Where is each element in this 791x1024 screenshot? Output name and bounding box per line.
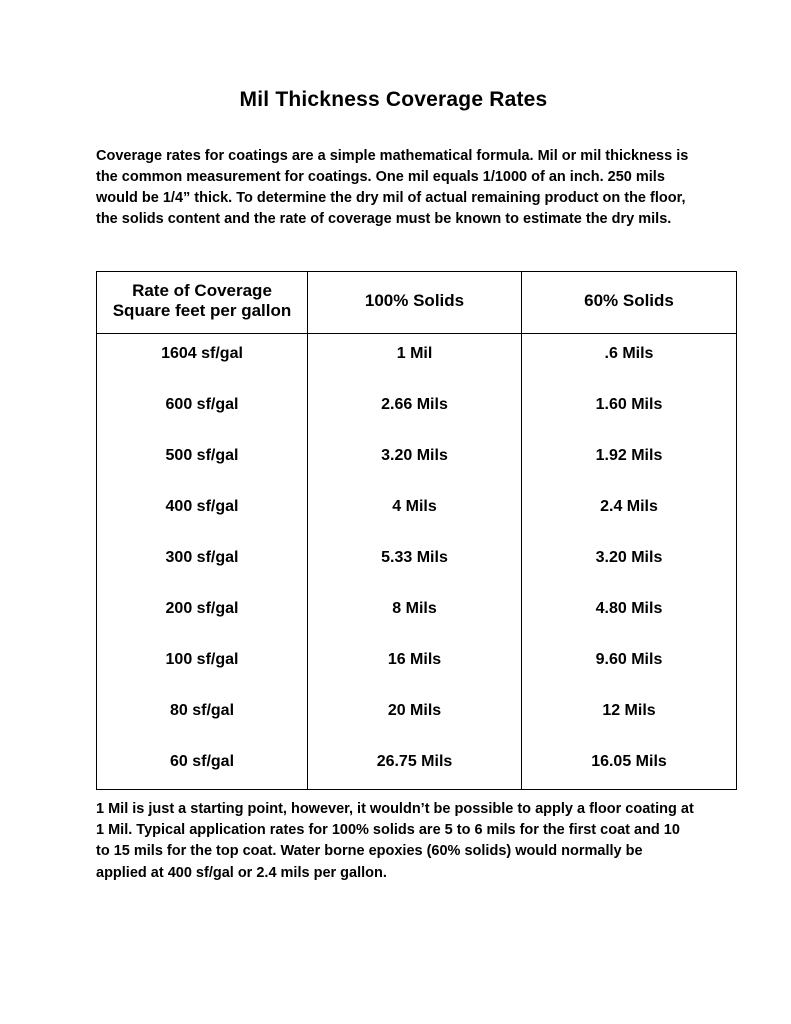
cell-60-solids: 1.92 Mils — [522, 430, 737, 481]
cell-100-solids: 20 Mils — [308, 685, 522, 736]
cell-rate: 100 sf/gal — [97, 634, 308, 685]
table-row — [97, 583, 737, 634]
cell-60-solids: 9.60 Mils — [522, 634, 737, 685]
cell-100-solids: 1 Mil — [308, 334, 522, 380]
table-row — [97, 685, 737, 736]
coverage-rates-table — [96, 271, 737, 790]
cell-60-solids: 1.60 Mils — [522, 379, 737, 430]
cell-rate: 400 sf/gal — [97, 481, 308, 532]
column-header-60-solids: 60% Solids — [522, 271, 737, 333]
page-title: Mil Thickness Coverage Rates — [239, 88, 548, 111]
table-row — [97, 532, 737, 583]
table-row — [97, 379, 737, 430]
table-row — [97, 430, 737, 481]
cell-rate: 600 sf/gal — [97, 379, 308, 430]
cell-rate: 1604 sf/gal — [97, 334, 308, 380]
intro-paragraph: Coverage rates for coatings are a simple mathematical formula. Mil or mil thickness is the common measurement for coatings. One mil equals 1/1000 of an inch. 250 mils would be 1/4” thick. To determine the dry mil of actual remaining product on the floor, the solids content and the rate of coverage must be known to estimate the dry mils. — [96, 148, 689, 228]
cell-60-solids: 3.20 Mils — [522, 532, 737, 583]
table-row — [97, 334, 737, 380]
table-body — [97, 334, 737, 790]
cell-rate: 60 sf/gal — [97, 736, 308, 790]
cell-60-solids: 4.80 Mils — [522, 583, 737, 634]
cell-100-solids: 3.20 Mils — [308, 430, 522, 481]
cell-100-solids: 2.66 Mils — [308, 379, 522, 430]
cell-60-solids: .6 Mils — [522, 334, 737, 380]
table-header — [97, 271, 737, 333]
cell-100-solids: 5.33 Mils — [308, 532, 522, 583]
table-row — [97, 634, 737, 685]
column-header-rate-of-coverage: Rate of Coverage Square feet per gallon — [97, 271, 308, 333]
cell-rate: 200 sf/gal — [97, 583, 308, 634]
closing-paragraph: 1 Mil is just a starting point, however, it wouldn’t be possible to apply a floor coating at 1 Mil. Typical application rates for 100% solids are 5 to 6 mils for the first coat and 10 to 15 mils for the top coat. Water borne epoxies (60% solids) would normally be applied at 400 sf/gal or 2.4 mils per gallon. — [96, 801, 694, 881]
cell-100-solids: 16 Mils — [308, 634, 522, 685]
cell-60-solids: 16.05 Mils — [522, 736, 737, 790]
table-row — [97, 736, 737, 790]
cell-60-solids: 2.4 Mils — [522, 481, 737, 532]
cell-rate: 300 sf/gal — [97, 532, 308, 583]
table-row — [97, 481, 737, 532]
column-header-100-solids: 100% Solids — [308, 271, 522, 333]
cell-100-solids: 4 Mils — [308, 481, 522, 532]
table-header-row — [97, 271, 737, 333]
cell-rate: 500 sf/gal — [97, 430, 308, 481]
cell-rate: 80 sf/gal — [97, 685, 308, 736]
cell-100-solids: 26.75 Mils — [308, 736, 522, 790]
cell-100-solids: 8 Mils — [308, 583, 522, 634]
cell-60-solids: 12 Mils — [522, 685, 737, 736]
